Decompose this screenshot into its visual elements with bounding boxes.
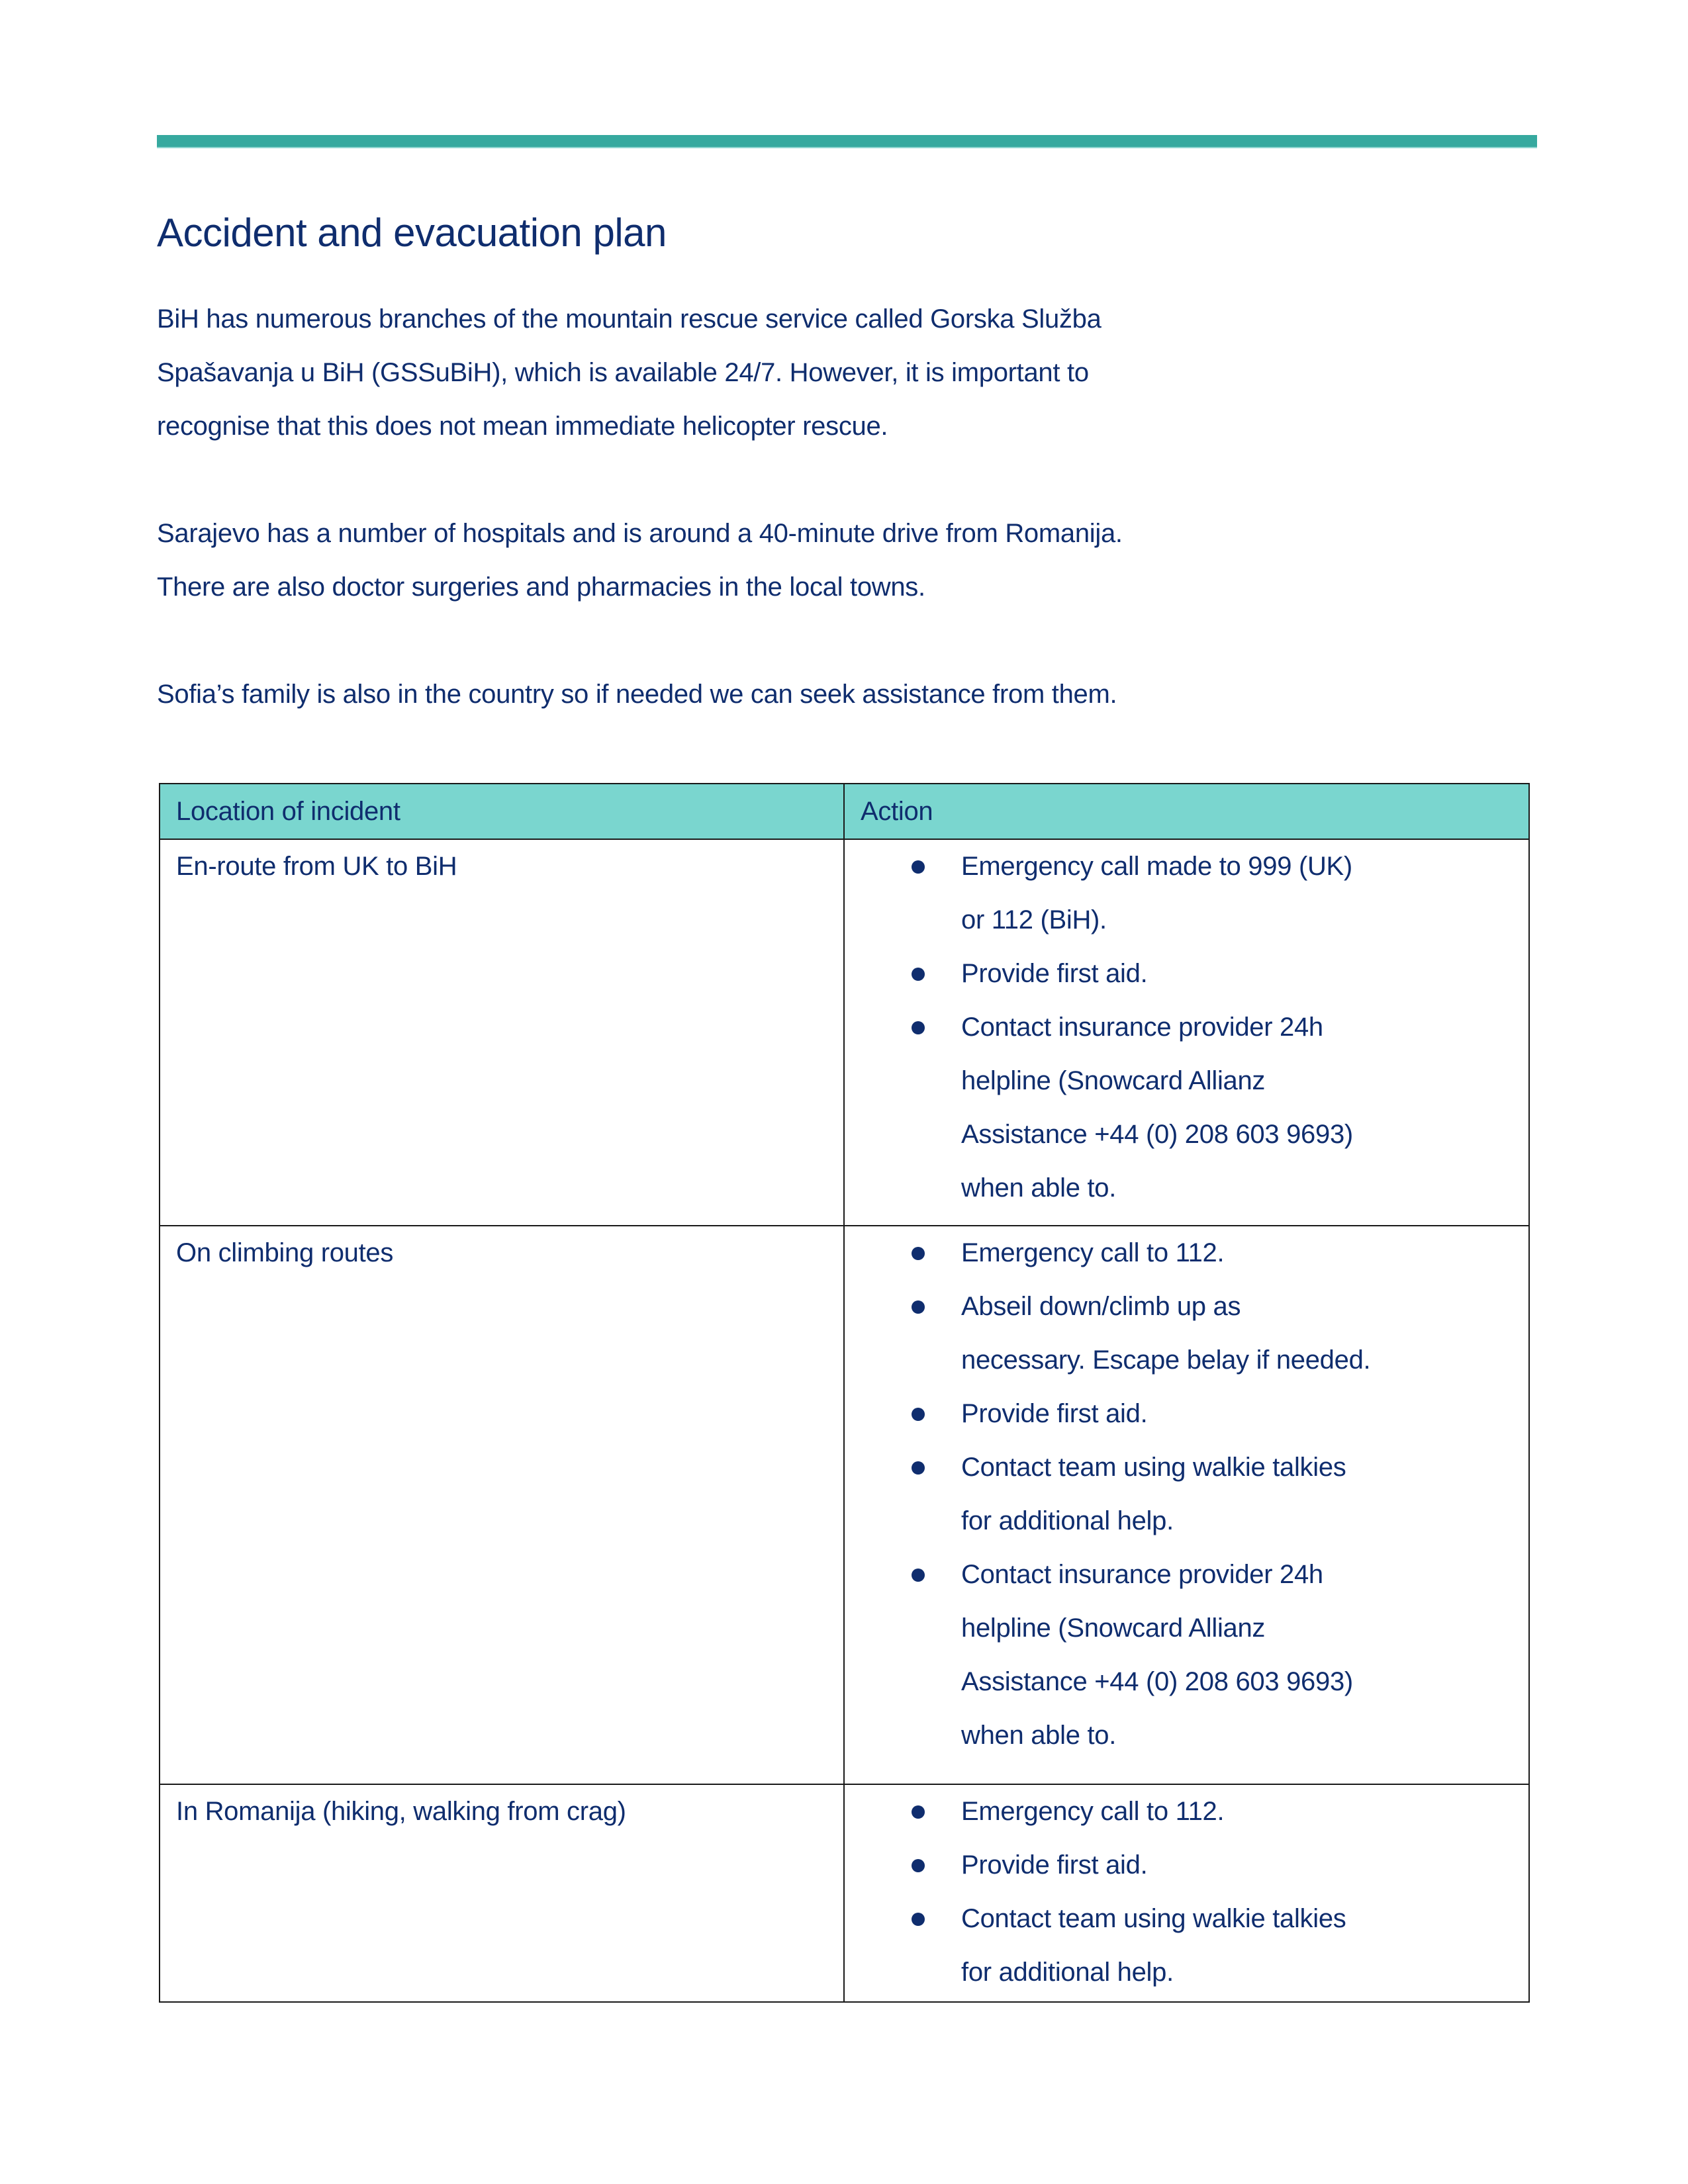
table-row (160, 839, 1529, 1226)
paragraph-line: Spašavanja u BiH (GSSuBiH), which is available 24/7. However, it is important to (157, 358, 1089, 387)
action-cell (844, 839, 1529, 1226)
paragraph-family (157, 668, 1534, 721)
action-line: helpline (Snowcard Allianz (961, 1066, 1266, 1095)
action-item (845, 1387, 1528, 1441)
location-cell (160, 1784, 844, 2002)
action-line: helpline (Snowcard Allianz (961, 1614, 1266, 1643)
action-line: Emergency call to 112. (961, 1797, 1225, 1826)
action-line: Assistance +44 (0) 208 603 9693) (961, 1667, 1353, 1696)
page-title: Accident and evacuation plan (157, 210, 667, 255)
action-list (845, 1226, 1528, 1762)
action-item (845, 1441, 1528, 1548)
column-header-location (160, 784, 844, 839)
action-cell (844, 1226, 1529, 1784)
action-line: Assistance +44 (0) 208 603 9693) (961, 1120, 1353, 1149)
column-header-label: Location of incident (176, 797, 400, 826)
action-line: Provide first aid. (961, 959, 1148, 988)
location-text: En-route from UK to BiH (176, 852, 457, 881)
column-header-action (844, 784, 1529, 839)
bullet-icon (912, 968, 925, 981)
action-line: necessary. Escape belay if needed. (961, 1345, 1371, 1375)
paragraph-line: recognise that this does not mean immediate helicopter rescue. (157, 412, 888, 441)
action-line: Emergency call to 112. (961, 1238, 1225, 1267)
paragraph-line: Sarajevo has a number of hospitals and is around a 40-minute drive from Romanija. (157, 519, 1123, 548)
action-line: Abseil down/climb up as (961, 1292, 1241, 1321)
bullet-icon (912, 1805, 925, 1819)
paragraph-line: There are also doctor surgeries and pharmacies in the local towns. (157, 572, 925, 602)
paragraph-line: Sofia’s family is also in the country so if needed we can seek assistance from them. (157, 680, 1117, 709)
action-item (845, 1785, 1528, 1839)
action-line: or 112 (BiH). (961, 905, 1107, 934)
paragraph-hospitals (157, 507, 1534, 614)
bullet-icon (912, 1859, 925, 1872)
action-line: Emergency call made to 999 (UK) (961, 852, 1352, 881)
bullet-icon (912, 1569, 925, 1582)
action-item (845, 1001, 1528, 1215)
action-item (845, 840, 1528, 947)
column-header-label: Action (861, 797, 933, 826)
action-line: when able to. (961, 1721, 1117, 1750)
bullet-icon (912, 1300, 925, 1314)
bullet-icon (912, 1247, 925, 1260)
bullet-icon (912, 1021, 925, 1034)
table-row (160, 1226, 1529, 1784)
evacuation-plan-table (159, 783, 1530, 2003)
action-list (845, 840, 1528, 1215)
action-line: for additional help. (961, 1506, 1174, 1535)
bullet-icon (912, 1408, 925, 1421)
action-item (845, 1226, 1528, 1280)
bullet-icon (912, 860, 925, 874)
table-header-row (160, 784, 1529, 839)
action-item (845, 1548, 1528, 1762)
action-cell (844, 1784, 1529, 2002)
location-text: In Romanija (hiking, walking from crag) (176, 1797, 626, 1826)
action-line: when able to. (961, 1173, 1117, 1203)
action-list (845, 1785, 1528, 1999)
action-line: Contact team using walkie talkies (961, 1904, 1346, 1933)
action-line: Contact insurance provider 24h (961, 1013, 1323, 1042)
action-item (845, 1839, 1528, 1892)
location-cell (160, 839, 844, 1226)
action-line: Provide first aid. (961, 1850, 1148, 1880)
header-accent-rule (157, 135, 1537, 147)
action-line: Contact team using walkie talkies (961, 1453, 1346, 1482)
action-item (845, 947, 1528, 1001)
paragraph-rescue-service (157, 293, 1534, 453)
action-line: for additional help. (961, 1958, 1174, 1987)
table-row (160, 1784, 1529, 2002)
action-item (845, 1892, 1528, 1999)
location-cell (160, 1226, 844, 1784)
bullet-icon (912, 1913, 925, 1926)
action-line: Provide first aid. (961, 1399, 1148, 1428)
location-text: On climbing routes (176, 1238, 394, 1267)
action-line: Contact insurance provider 24h (961, 1560, 1323, 1589)
paragraph-line: BiH has numerous branches of the mountain rescue service called Gorska Služba (157, 304, 1102, 334)
bullet-icon (912, 1461, 925, 1475)
action-item (845, 1280, 1528, 1387)
